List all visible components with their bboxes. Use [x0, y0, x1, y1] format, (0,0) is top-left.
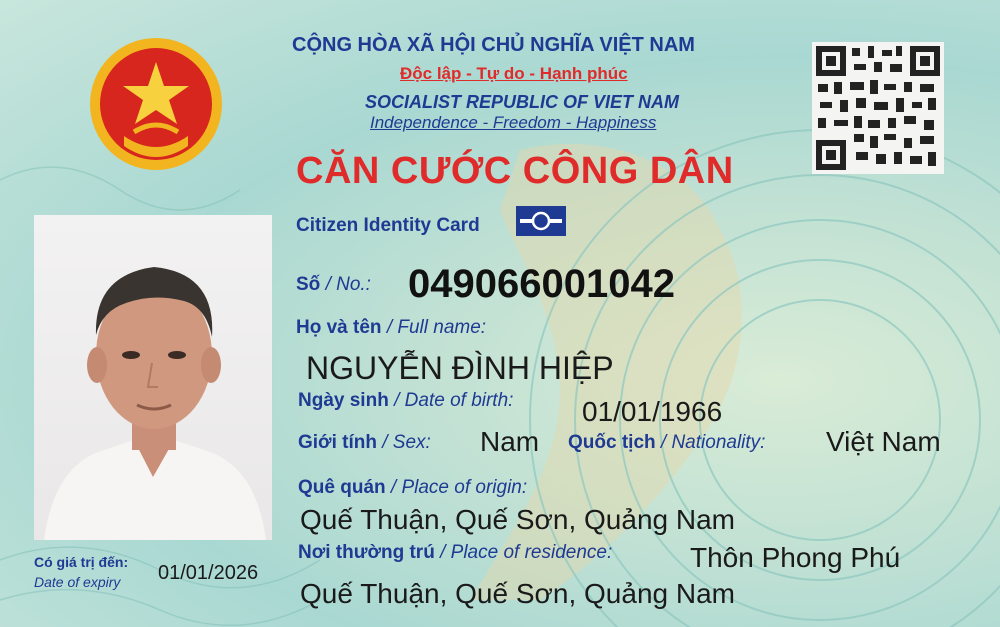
- sex-label-vn: Giới tính: [298, 432, 377, 453]
- residence-line-1: Thôn Phong Phú: [690, 542, 901, 573]
- expiry-label-vn: Có giá trị đến:: [34, 554, 129, 570]
- sex-value: Nam: [480, 426, 540, 457]
- dob-label-vn: Ngày sinh: [298, 390, 389, 411]
- origin-label-vn: Quê quán: [298, 477, 386, 498]
- number-label-vn: Số: [296, 274, 321, 295]
- expiry-date: 01/01/2026: [158, 562, 259, 584]
- qr-code: [812, 42, 944, 174]
- card-title-vn: CĂN CƯỚC CÔNG DÂN: [296, 150, 734, 192]
- origin-label-en: / Place of origin:: [390, 477, 528, 498]
- number-label-en: / No.:: [325, 274, 371, 295]
- nationality-label-en: / Nationality:: [660, 432, 766, 453]
- residence-label-vn: Nơi thường trú: [298, 542, 435, 563]
- nationality-label-vn: Quốc tịch: [568, 432, 656, 453]
- dob-label: [298, 390, 513, 412]
- dob-label-en: / Date of birth:: [394, 390, 514, 411]
- chip-symbol-icon: [516, 206, 566, 236]
- number-label: [296, 274, 371, 296]
- origin-label: [298, 477, 527, 499]
- country-name-en: SOCIALIST REPUBLIC OF VIET NAM: [365, 92, 680, 112]
- residence-label: [298, 542, 612, 564]
- nationality-label: [568, 432, 765, 454]
- portrait-image: [34, 215, 272, 540]
- sex-label: [298, 432, 431, 454]
- nationality-value: Việt Nam: [826, 426, 941, 457]
- date-of-birth: 01/01/1966: [582, 396, 723, 427]
- national-emblem-icon: [86, 34, 226, 174]
- motto-vn: Độc lập - Tự do - Hạnh phúc: [400, 64, 628, 83]
- motto-en: Independence - Freedom - Happiness: [370, 113, 657, 132]
- name-label-vn: Họ và tên: [296, 317, 382, 338]
- expiry-label-en: Date of expiry: [34, 574, 121, 590]
- card-title-en: Citizen Identity Card: [296, 215, 480, 236]
- holder-photo: [34, 215, 272, 540]
- country-name-vn: CỘNG HÒA XÃ HỘI CHỦ NGHĨA VIỆT NAM: [292, 34, 695, 56]
- sex-label-en: / Sex:: [382, 432, 431, 453]
- name-label-en: / Full name:: [386, 317, 487, 338]
- place-of-origin: Quế Thuận, Quế Sơn, Quảng Nam: [300, 504, 735, 535]
- name-label: [296, 317, 486, 339]
- id-number: 049066001042: [408, 262, 675, 306]
- residence-line-2: Quế Thuận, Quế Sơn, Quảng Nam: [300, 578, 735, 609]
- qr-code-icon: [812, 42, 944, 174]
- full-name: NGUYỄN ĐÌNH HIỆP: [306, 350, 614, 386]
- residence-label-en: / Place of residence:: [440, 542, 613, 563]
